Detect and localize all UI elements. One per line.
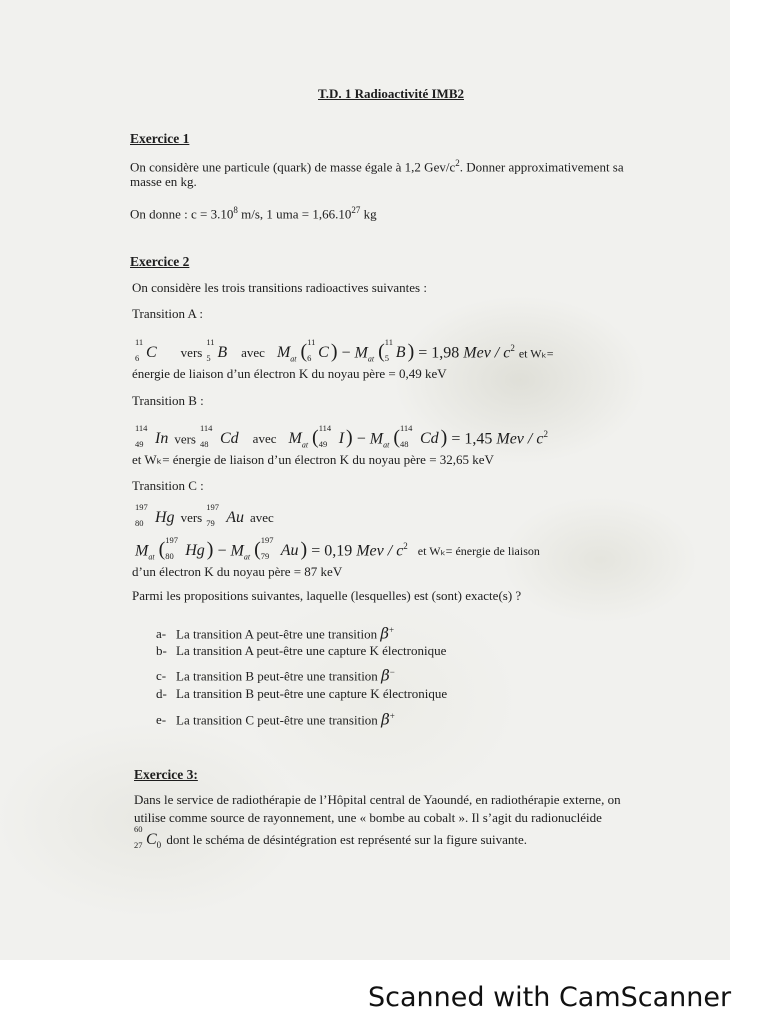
question-prompt: Parmi les propositions suivantes, laquelle (lesquelles) est (sont) exacte(s) ? bbox=[132, 588, 522, 603]
exercise-2-intro: On considère les trois transitions radioactives suivantes : bbox=[132, 280, 427, 295]
option-d: d- La transition B peut-être une capture K électronique bbox=[156, 686, 448, 701]
transition-c-binding-energy: d’un électron K du noyau père = 87 keV bbox=[132, 564, 343, 579]
option-e: e- La transition C peut-être une transition β+ bbox=[156, 710, 395, 729]
transition-c-nuclides: 197 80 Hg vers 197 79 Au avec bbox=[135, 502, 274, 528]
exercise-1-line-2: masse en kg. bbox=[130, 174, 197, 189]
transition-c-equation: $M_{at}$ ( 197 80 Hg ) − $M_{at}$ ( 197 79 Au ) = 0,19 Mev / $c^2$ et Wₖ= énergie de liaison bbox=[135, 535, 540, 562]
exercise-1-given: On donne : $c = 3.10^8$ m/s, 1 uma = $1,66.10^{27}$ kg bbox=[130, 205, 377, 222]
exercise-3-line-2: utilise comme source de rayonnement, une « bombe au cobalt ». Il s’agit du radionucléide bbox=[134, 810, 602, 825]
transition-a-label: Transition A : bbox=[132, 306, 204, 321]
transition-a-binding-energy: énergie de liaison d’un électron K du noyau père = 0,49 keV bbox=[132, 366, 447, 381]
transition-b-binding-energy: et Wₖ= énergie de liaison d’un électron K du noyau père = 32,65 keV bbox=[132, 452, 494, 467]
exercise-3-line-3: 60 27 $C_0$ dont le schéma de désintégration est représenté sur la figure suivante. bbox=[134, 824, 528, 851]
exercise-1-line-1: On considère une particule (quark) de masse égale à 1,2 Gev/$c^2$. Donner approximativement sa bbox=[130, 158, 624, 175]
exercise-1-heading: Exercice 1 bbox=[130, 131, 190, 146]
exercise-3-line-1: Dans le service de radiothérapie de l’Hôpital central de Yaoundé, en radiothérapie externe, on bbox=[134, 792, 621, 807]
exercise-3-heading: Exercice 3: bbox=[134, 767, 198, 782]
document-title: T.D. 1 Radioactivité IMB2 bbox=[318, 86, 464, 101]
transition-b-equation: 114 49 In vers 114 48 Cd avec $M_{at}$ ( 114 49 I ) − $M_{at}$ ( 114 48 Cd ) = 1,45 Mev / $c^2$ bbox=[135, 423, 548, 450]
exercise-2-heading: Exercice 2 bbox=[130, 254, 190, 269]
option-b: b- La transition A peut-être une capture K électronique bbox=[156, 643, 447, 658]
camscanner-watermark: Scanned with CamScanner bbox=[368, 982, 732, 1013]
transition-b-label: Transition B : bbox=[132, 393, 204, 408]
option-a: a- La transition A peut-être une transition β+ bbox=[156, 624, 395, 643]
option-c: c- La transition B peut-être une transition β− bbox=[156, 666, 395, 685]
transition-a-equation: 11 6 C vers 11 5 B avec $M_{at}$ ( 11 6 C ) − $M_{at}$ ( 11 5 B ) = 1,98 Mev / $c^2$ et Wₖ= bbox=[135, 337, 554, 364]
transition-c-label: Transition C : bbox=[132, 478, 204, 493]
